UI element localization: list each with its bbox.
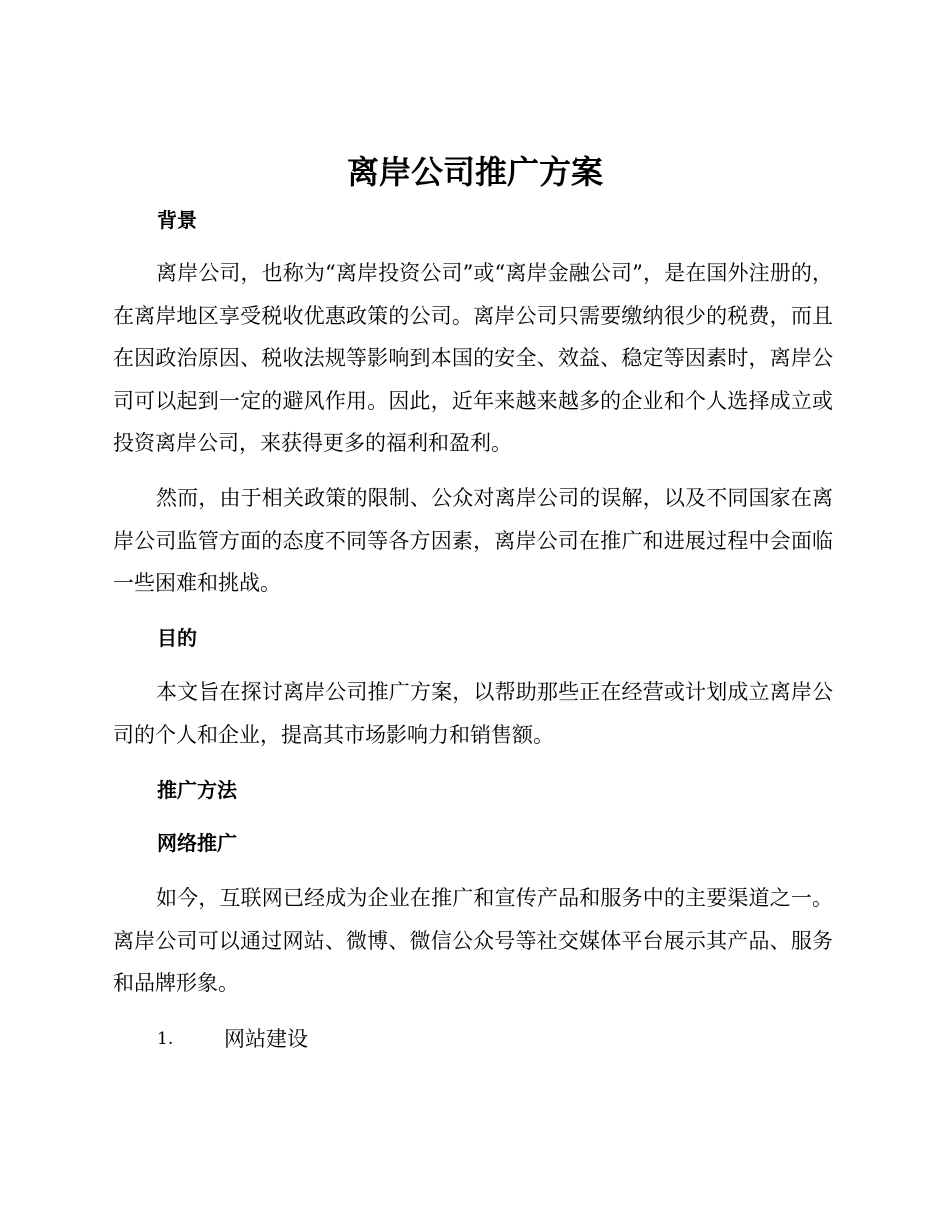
section-heading-methods: 推广方法 <box>157 778 237 802</box>
background-paragraph-2: 然而，由于相关政策的限制、公众对离岸公司的误解，以及不同国家在离岸公司监管方面的态度不同等各方因素，离岸公司在推广和进展过程中会面临一些困难和挑战。 <box>113 486 833 595</box>
background-paragraph-1: 离岸公司，也称为“离岸投资公司”或“离岸金融公司”，是在国外注册的，在离岸地区享受税收优惠政策的公司。离岸公司只需要缴纳很少的税费，而且在因政治原因、税收法规等影响到本国的安全、效益、稳定等因素时，离岸公司可以起到一定的避风作用。因此，近年来越来越多的企业和个人选择成立或投资离岸公司，来获得更多的福利和盈利。 <box>113 261 833 455</box>
section-heading-online: 网络推广 <box>157 831 237 855</box>
list-item-number: 1. <box>157 1029 174 1049</box>
purpose-paragraph-1: 本文旨在探讨离岸公司推广方案，以帮助那些正在经营或计划成立离岸公司的个人和企业，提高其市场影响力和销售额。 <box>113 680 833 747</box>
list-item <box>157 1024 308 1054</box>
online-paragraph-1: 如今，互联网已经成为企业在推广和宣传产品和服务中的主要渠道之一。离岸公司可以通过网站、微博、微信公众号等社交媒体平台展示其产品、服务和品牌形象。 <box>113 886 833 995</box>
document-title: 离岸公司推广方案 <box>346 153 603 191</box>
list-item-text: 网站建设 <box>224 1027 308 1051</box>
section-heading-background: 背景 <box>157 208 197 232</box>
section-heading-purpose: 目的 <box>157 626 197 650</box>
